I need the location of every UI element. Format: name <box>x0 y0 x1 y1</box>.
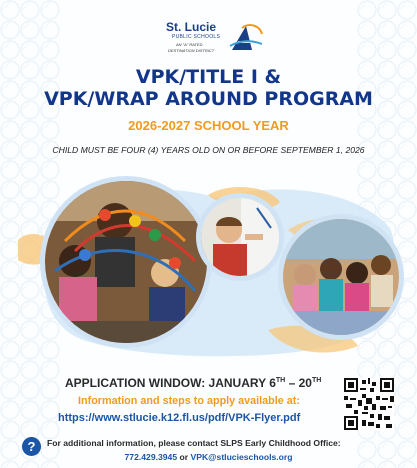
application-window <box>65 376 321 390</box>
contact-or: or <box>177 452 191 462</box>
contact-details <box>0 452 417 462</box>
logo-line-1: St. Lucie <box>166 20 217 34</box>
photo-boy-at-whiteboard <box>196 193 284 281</box>
photo-3-illustration <box>283 219 399 335</box>
photo-1-illustration <box>45 181 207 343</box>
title-line-1: VPK/TITLE I & <box>135 66 282 88</box>
logo-line-3: AN "A" RATED <box>176 42 203 47</box>
question-icon: ? <box>22 437 41 456</box>
contact-line: For additional information, please contact SLPS Early Childhood Office: <box>47 438 341 448</box>
qr-code-icon[interactable] <box>344 378 394 430</box>
photo-children-bead-maze <box>40 176 212 348</box>
contact-email-link[interactable]: VPK@stlucieschools.org <box>190 452 293 462</box>
application-dash: – 20 <box>285 376 312 390</box>
age-requirement: CHILD MUST BE FOUR (4) YEARS OLD ON OR BEFORE SEPTEMBER 1, 2026 <box>52 145 365 155</box>
flyer-url-link[interactable]: https://www.stlucie.k12.fl.us/pdf/VPK-Flyer.pdf <box>58 412 301 424</box>
application-sup-2: TH <box>311 377 322 384</box>
photo-2-illustration <box>201 198 279 276</box>
info-line: Information and steps to apply available at: <box>78 395 300 407</box>
contact-phone[interactable]: 772.429.3945 <box>124 452 178 462</box>
logo-line-4: DESTINATION DISTRICT <box>168 48 215 53</box>
school-year: 2026-2027 SCHOOL YEAR <box>128 118 289 133</box>
logo-line-2: PUBLIC SCHOOLS <box>172 34 221 40</box>
photo-children-on-carpet <box>278 214 404 340</box>
logo-a-icon <box>228 22 264 52</box>
application-sup-1: TH <box>275 377 286 384</box>
title-line-2: VPK/WRAP AROUND PROGRAM <box>44 88 373 110</box>
application-window-text: APPLICATION WINDOW: JANUARY 6 <box>65 376 276 390</box>
district-logo <box>160 20 270 64</box>
